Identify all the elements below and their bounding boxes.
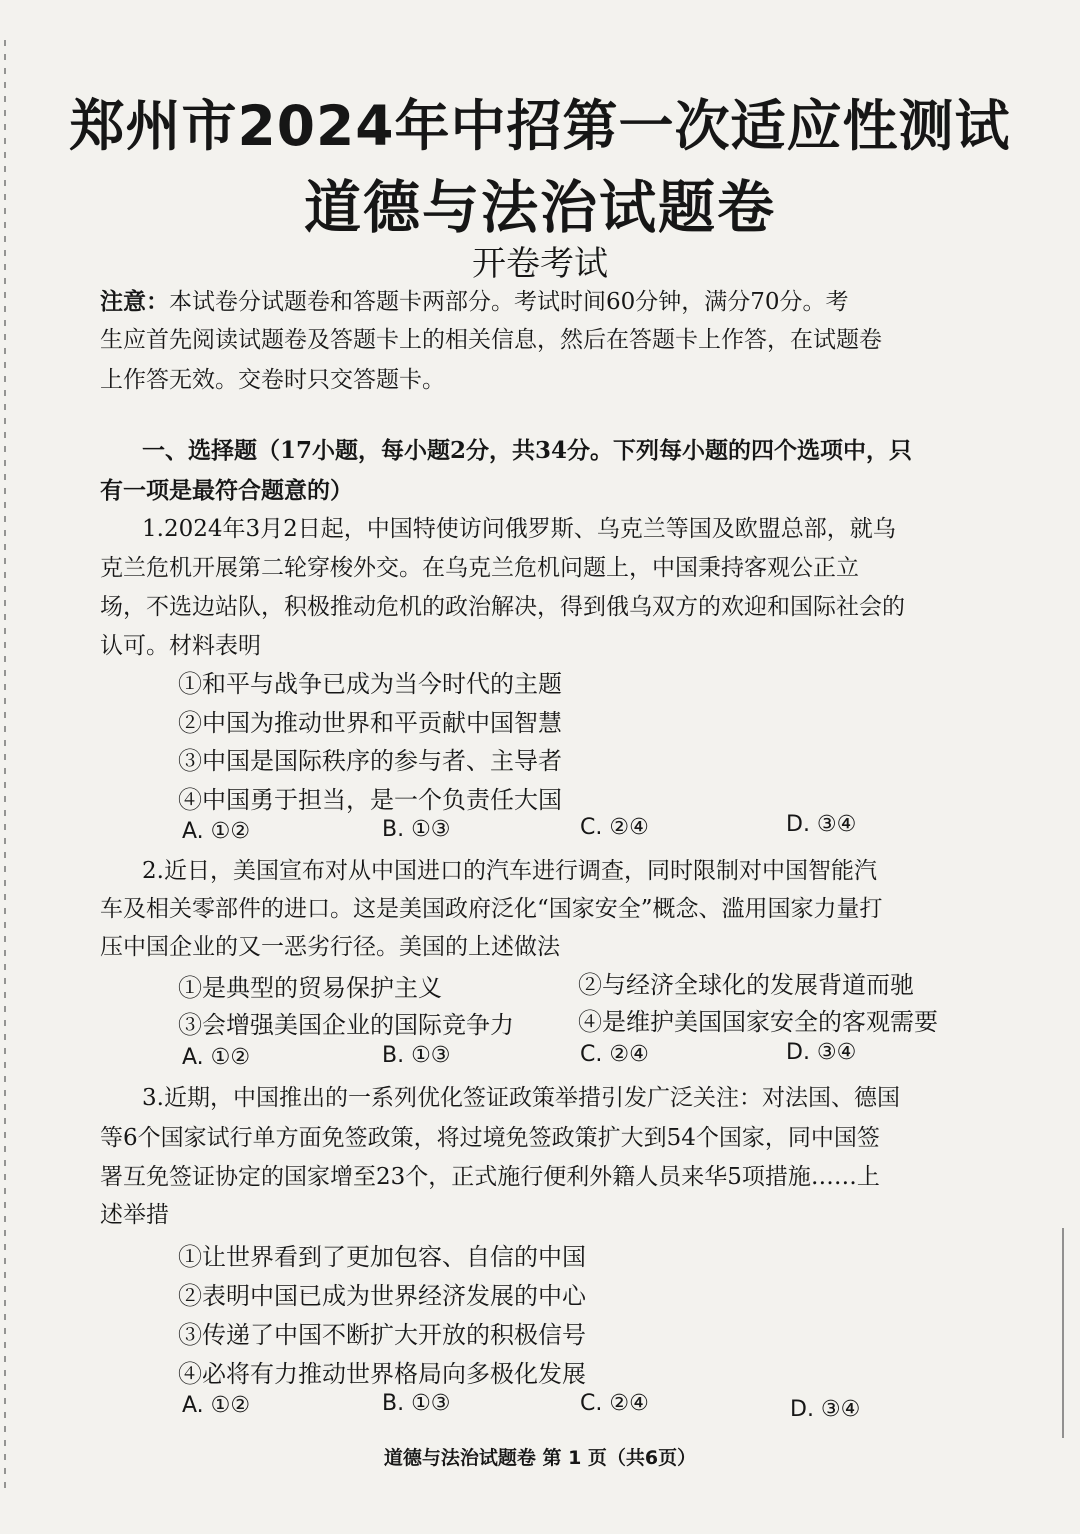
notice-label: 注意：: [100, 288, 169, 315]
q3-option-3: ③传递了中国不断扩大开放的积极信号: [178, 1321, 586, 1349]
q1-choice-c: C. ②④: [580, 815, 649, 840]
q3-stem-2: 等6个国家试行单方面免签政策，将过境免签政策扩大到54个国家，同中国签: [100, 1125, 880, 1151]
q2-stem-3: 压中国企业的又一恶劣行径。美国的上述做法: [100, 934, 560, 960]
q2-option-2: ②与经济全球化的发展背道而驰: [578, 971, 914, 999]
notice-line-1: [100, 287, 1000, 317]
notice-text-1: 本试卷分试题卷和答题卡两部分。考试时间60分钟，满分70分。考: [169, 289, 849, 315]
q2-choice-b: B. ①③: [382, 1043, 451, 1068]
notice-line-2: 生应首先阅读试题卷及答题卡上的相关信息，然后在答题卡上作答，在试题卷: [100, 327, 882, 353]
notice-line-3: 上作答无效。交卷时只交答题卡。: [100, 367, 445, 393]
q3-option-4: ④必将有力推动世界格局向多极化发展: [178, 1360, 586, 1388]
q1-option-2: ②中国为推动世界和平贡献中国智慧: [178, 709, 562, 737]
q3-choice-d: D. ③④: [790, 1397, 861, 1422]
page-footer: 道德与法治试题卷 第 1 页（共6页）: [383, 1447, 697, 1469]
q2-option-3: ③会增强美国企业的国际竞争力: [178, 1011, 514, 1039]
q1-choice-b: B. ①③: [382, 817, 451, 842]
q3-choice-a: A. ①②: [182, 1393, 251, 1418]
q1-stem-2: 克兰危机开展第二轮穿梭外交。在乌克兰危机问题上，中国秉持客观公正立: [100, 555, 859, 581]
scan-edge-right: [1062, 1228, 1064, 1438]
q1-option-4: ④中国勇于担当，是一个负责任大国: [178, 786, 562, 814]
q3-stem-3: 署互免签证协定的国家增至23个，正式施行便利外籍人员来华5项措施……上: [100, 1164, 880, 1190]
exam-title: 郑州市2024年中招第一次适应性测试: [69, 94, 1011, 158]
q3-choice-b: B. ①③: [382, 1391, 451, 1416]
q1-stem-1: 1.2024年3月2日起，中国特使访问俄罗斯、乌克兰等国及欧盟总部，就乌: [142, 516, 896, 542]
q2-stem-1: 2.近日，美国宣布对从中国进口的汽车进行调查，同时限制对中国智能汽: [142, 858, 877, 884]
q1-choice-d: D. ③④: [786, 812, 857, 837]
q1-choice-a: A. ①②: [182, 819, 251, 844]
q1-option-1: ①和平与战争已成为当今时代的主题: [178, 670, 562, 698]
q1-stem-4: 认可。材料表明: [100, 633, 261, 659]
paper-title: 道德与法治试题卷: [304, 175, 776, 241]
q1-stem-3: 场，不选边站队，积极推动危机的政治解决，得到俄乌双方的欢迎和国际社会的: [100, 594, 905, 620]
q2-choice-a: A. ①②: [182, 1045, 251, 1070]
q3-option-2: ②表明中国已成为世界经济发展的中心: [178, 1282, 586, 1310]
q2-option-4: ④是维护美国国家安全的客观需要: [578, 1008, 938, 1036]
section-heading-2: 有一项是最符合题意的）: [100, 477, 353, 504]
q2-choice-c: C. ②④: [580, 1042, 649, 1067]
q2-choice-d: D. ③④: [786, 1040, 857, 1065]
q1-option-3: ③中国是国际秩序的参与者、主导者: [178, 747, 562, 775]
section-heading-1: 一、选择题（17小题，每小题2分，共34分。下列每小题的四个选项中，只: [142, 437, 913, 464]
q3-choice-c: C. ②④: [580, 1391, 649, 1416]
q2-stem-2: 车及相关零部件的进口。这是美国政府泛化“国家安全”概念、滥用国家力量打: [100, 896, 883, 922]
q2-option-1: ①是典型的贸易保护主义: [178, 974, 442, 1002]
q3-stem-4: 述举措: [100, 1202, 169, 1228]
q3-stem-1: 3.近期，中国推出的一系列优化签证政策举措引发广泛关注：对法国、德国: [142, 1085, 900, 1111]
q3-option-1: ①让世界看到了更加包容、自信的中国: [178, 1243, 586, 1271]
exam-type: 开卷考试: [472, 244, 608, 284]
